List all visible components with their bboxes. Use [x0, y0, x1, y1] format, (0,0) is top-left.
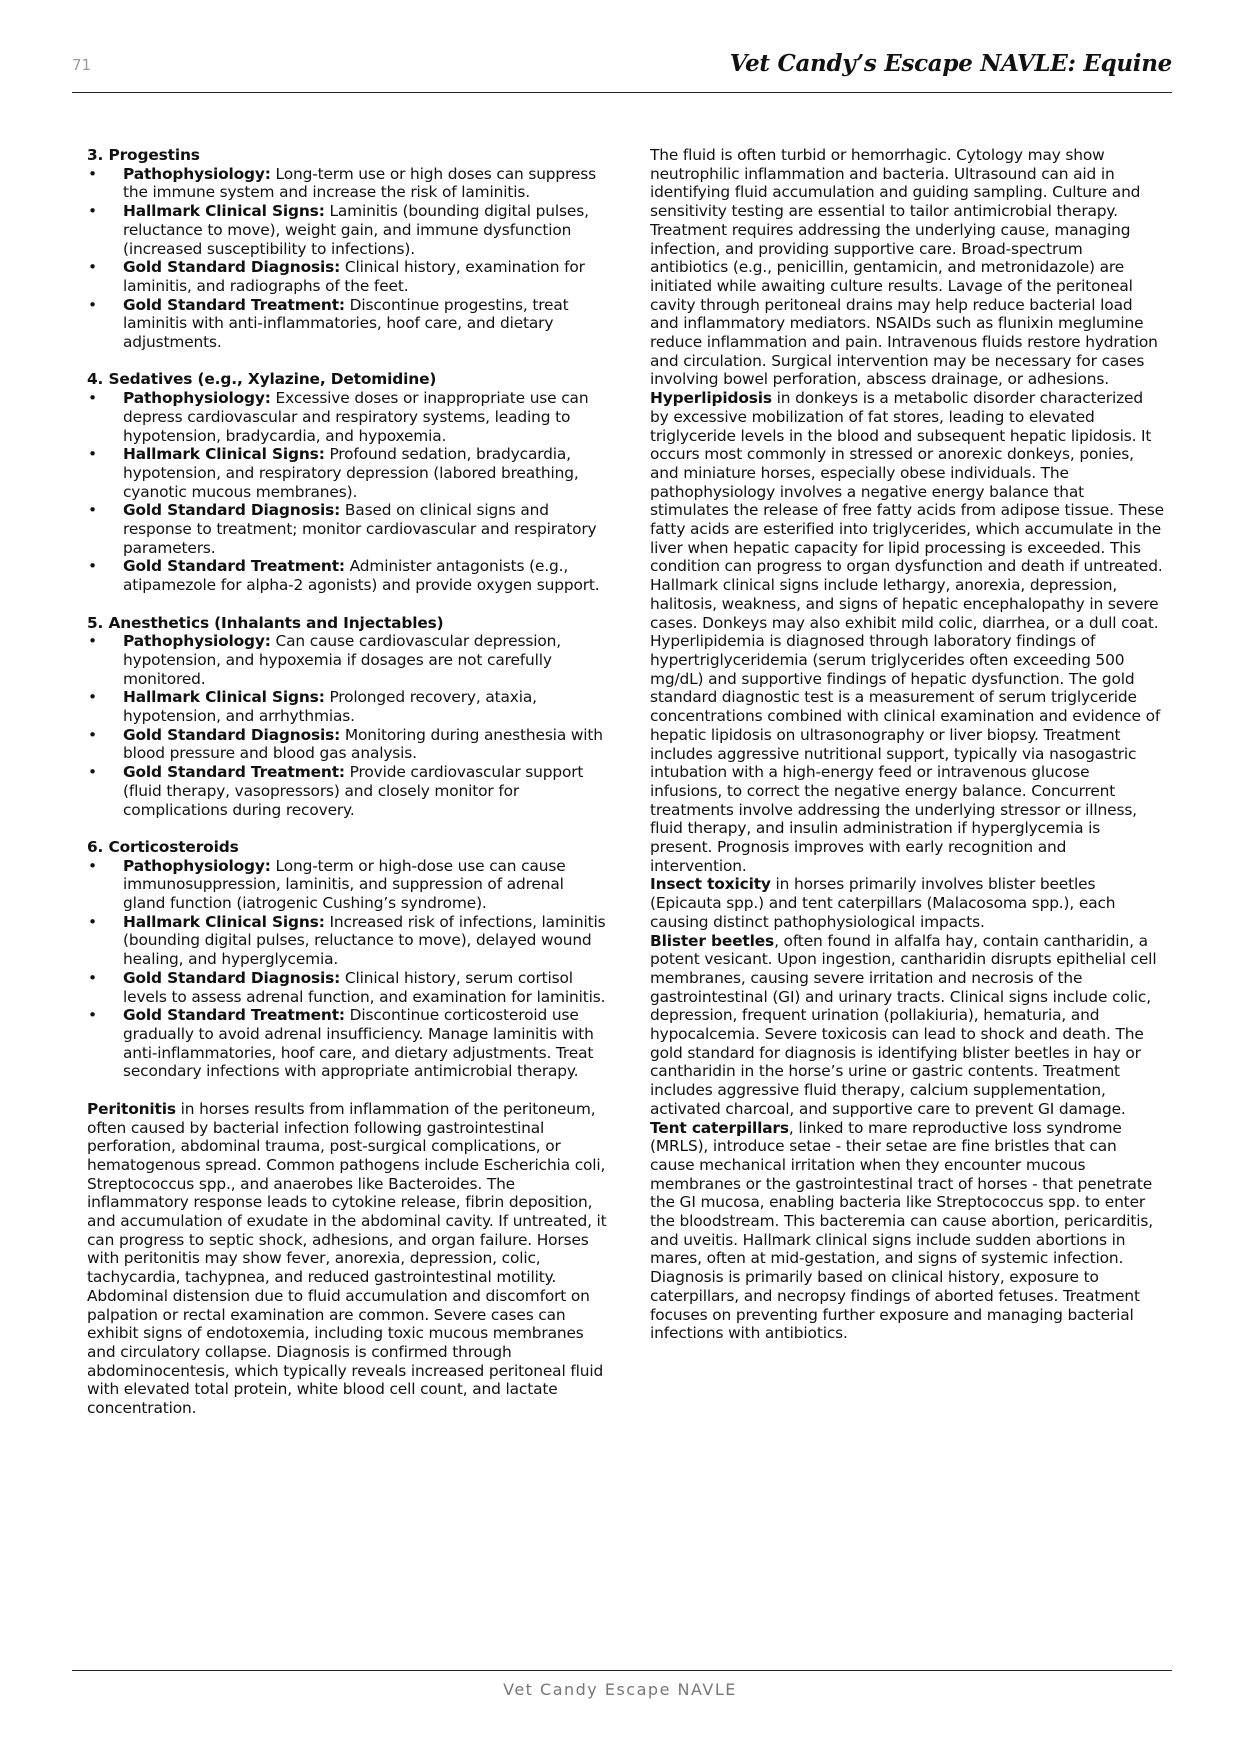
paragraph-text: The fluid is often turbid or hemorrhagic. Cytology may show neutrophilic inflammation and bacteria. Ultrasound can aid in identifying fluid accumulation and guiding sampling. Culture and sensitivity testing are essential to tailor antimicrobial therapy. Treatment requires addressing the underlying cause, managing infection, and providing supportive care. Broad-spectrum antibiotics (e.g., penicillin, gentamicin, and metronidazole) are initiated while awaiting culture results. Lavage of the peritoneal cavity through peritoneal drains may help reduce bacterial load and inflammatory mediators. NSAIDs such as flunixin meglumine reduce inflammation and pain. Intravenous fluids restore hydration and circulation. Surgical intervention may be necessary for cases involving bowel perforation, abscess drainage, or adhesions. [650, 146, 1158, 389]
footer-text: Vet Candy Escape NAVLE [503, 1680, 737, 1699]
list-item [87, 165, 607, 202]
item-text: Laminitis (bounding digital pulses, reluctance to move), weight gain, and immune dysfunction (increased susceptibility to infections). [123, 202, 589, 258]
section-corticosteroids [87, 838, 607, 1081]
paragraph-term: Peritonitis [87, 1099, 176, 1118]
section-title: 3. Progestins [87, 146, 200, 164]
header-divider [72, 92, 1172, 93]
list-item [87, 913, 607, 969]
item-label: Gold Standard Diagnosis: [123, 501, 341, 520]
bullet-list [87, 632, 607, 819]
blister-beetles-paragraph [650, 932, 1165, 1119]
list-item [87, 857, 607, 913]
item-text: Increased risk of infections, laminitis (bounding digital pulses, reluctance to move), delayed wound healing, and hyperglycemia. [123, 912, 606, 969]
paragraph-term: Tent caterpillars [650, 1118, 789, 1137]
item-text: Provide cardiovascular support (fluid therapy, vasopressors) and closely monitor for complications during recovery. [123, 763, 584, 819]
section-anesthetics [87, 614, 607, 820]
item-text: Clinical history, examination for laminitis, and radiographs of the feet. [123, 258, 585, 295]
item-text: Clinical history, serum cortisol levels to assess adrenal function, and examination for laminitis. [123, 968, 606, 1006]
item-label: Gold Standard Treatment: [123, 295, 345, 314]
paragraph-text: , linked to mare reproductive loss syndrome (MRLS), introduce setae - their setae are fine bristles that can cause mechanical irritation when they encounter mucous membranes or the gastrointestinal tract of horses - that penetrate the GI mucosa, enabling bacteria like Streptococcus spp. to enter the bloodstream. This bacteremia can cause abortion, pericarditis, and uveitis. Hallmark clinical signs include sudden abortions in mares, often at mid-gestation, and signs of systemic infection. Diagnosis is primarily based on clinical history, exposure to caterpillars, and necropsy findings of aborted fetuses. Treatment focuses on preventing further exposure and managing bacterial infections with antibiotics. [650, 1118, 1154, 1343]
item-text: Can cause cardiovascular depression, hypotension, and hypoxemia if dosages are not carefully monitored. [123, 632, 561, 688]
item-text: Profound sedation, bradycardia, hypotension, and respiratory depression (labored breathing, cyanotic mucous membranes). [123, 445, 579, 501]
list-item [87, 389, 607, 445]
list-item [87, 763, 607, 819]
section-title: 4. Sedatives (e.g., Xylazine, Detomidine) [87, 370, 437, 389]
item-text: Monitoring during anesthesia with blood pressure and blood gas analysis. [123, 725, 603, 763]
left-column [87, 146, 607, 1418]
item-text: Discontinue progestins, treat laminitis with anti-inflammatories, hoof care, and dietary adjustments. [123, 295, 569, 352]
list-item [87, 726, 607, 763]
item-text: Long-term use or high doses can suppress the immune system and increase the risk of laminitis. [123, 164, 596, 202]
item-text: Excessive doses or inappropriate use can depress cardiovascular and respiratory systems, leading to hypotension, bradycardia, and hypoxemia. [123, 389, 589, 445]
item-label: Gold Standard Diagnosis: [123, 725, 341, 744]
list-item [87, 969, 607, 1006]
paragraph-text: in horses results from inflammation of the peritoneum, often caused by bacterial infection following gastrointestinal perforation, abdominal trauma, post-surgical complications, or hematogenous spread. Common pathogens include Escherichia coli, Streptococcus spp., and anaerobes like Bacteroides. The inflammatory response leads to cytokine release, fibrin deposition, and accumulation of exudate in the abdominal cavity. If untreated, it can progress to septic shock, adhesions, and organ failure. Horses with peritonitis may show fever, anorexia, depression, colic, tachycardia, tachypnea, and reduced gastrointestinal motility. Abdominal distension due to fluid accumulation and discomfort on palpation or rectal examination are common. Severe cases can exhibit signs of endotoxemia, including toxic mucous membranes and circulatory collapse. Diagnosis is confirmed through abdominocentesis, which typically reveals increased peritoneal fluid with elevated total protein, white blood cell count, and lactate concentration. [87, 1099, 607, 1418]
paragraph-text: , often found in alfalfa hay, contain cantharidin, a potent vesicant. Upon ingestion, cantharidin disrupts epithelial cell membranes, causing severe irritation and necrosis of the gastrointestinal (GI) and urinary tracts. Clinical signs include colic, depression, frequent urination (pollakiuria), hematuria, and hypocalcemia. Severe toxicosis can lead to shock and death. The gold standard for diagnosis is identifying blister beetles in hay or cantharidin in the horse’s urine or gastric contents. Treatment includes aggressive fluid therapy, calcium supplementation, activated charcoal, and supportive care to prevent GI damage. [650, 931, 1157, 1118]
item-text: Discontinue corticosteroid use gradually to avoid adrenal insufficiency. Manage laminitis with anti-inflammatories, hoof care, and dietary adjustments. Treat secondary infections with appropriate antimicrobial therapy. [123, 1006, 594, 1081]
item-label: Hallmark Clinical Signs: [123, 688, 325, 707]
list-item [87, 688, 607, 725]
list-item [87, 501, 607, 557]
list-item [87, 557, 607, 594]
list-item [87, 296, 607, 352]
tent-caterpillars-paragraph [650, 1119, 1165, 1343]
item-label: Gold Standard Diagnosis: [123, 258, 341, 277]
item-label: Gold Standard Treatment: [123, 557, 345, 576]
footer-divider [72, 1670, 1172, 1671]
item-label: Hallmark Clinical Signs: [123, 912, 325, 931]
bullet-list [87, 389, 607, 595]
item-text: Administer antagonists (e.g., atipamezole for alpha-2 agonists) and provide oxygen support. [123, 557, 600, 595]
list-item [87, 258, 607, 295]
item-label: Hallmark Clinical Signs: [123, 445, 325, 464]
peritonitis-continued-paragraph [650, 146, 1165, 389]
item-label: Gold Standard Treatment: [123, 763, 345, 782]
peritonitis-paragraph [87, 1100, 607, 1418]
paragraph-term: Blister beetles [650, 931, 775, 950]
item-label: Gold Standard Treatment: [123, 1006, 345, 1025]
book-title: Vet Candy’s Escape NAVLE: Equine [729, 50, 1172, 77]
paragraph-term: Hyperlipidosis [650, 389, 772, 408]
paragraph-text: in horses primarily involves blister beetles (Epicauta spp.) and tent caterpillars (Malacosoma spp.), each causing distinct pathophysiological impacts. [650, 875, 1116, 931]
list-item [87, 632, 607, 688]
item-label: Gold Standard Diagnosis: [123, 968, 341, 987]
item-label: Pathophysiology: [123, 389, 271, 408]
page-header [72, 50, 1172, 90]
item-label: Pathophysiology: [123, 164, 271, 183]
section-title: 5. Anesthetics (Inhalants and Injectables) [87, 613, 444, 632]
list-item [87, 202, 607, 258]
paragraph-text: in donkeys is a metabolic disorder characterized by excessive mobilization of fat stores, leading to elevated triglyceride levels in the blood and subsequent hepatic lipidosis. It occurs most commonly in stressed or anorexic donkeys, ponies, and miniature horses, especially obese individuals. The pathophysiology involves a negative energy balance that stimulates the release of free fatty acids from adipose tissue. These fatty acids are esterified into triglycerides, which accumulate in the liver when hepatic capacity for lipid processing is exceeded. This condition can progress to organ dysfunction and death if untreated. Hallmark clinical signs include lethargy, anorexia, depression, halitosis, weakness, and signs of hepatic encephalopathy in severe cases. Donkeys may also exhibit mild colic, diarrhea, or a dull coat. Hyperlipidemia is diagnosed through laboratory findings of hypertriglyceridemia (serum triglycerides often exceeding 500 mg/dL) and supportive findings of hepatic dysfunction. The gold standard diagnostic test is a measurement of serum triglyceride concentrations combined with clinical examination and evidence of hepatic lipidosis on ultrasonography or liver biopsy. Treatment includes aggressive nutritional support, typically via nasogastric intubation with a high-energy feed or intravenous glucose infusions, to correct the negative energy balance. Concurrent treatments involve addressing the underlying stressor or illness, fluid therapy, and insulin administration if hyperglycemia is present. Prognosis improves with early recognition and intervention. [650, 389, 1164, 875]
insect-toxicity-paragraph [650, 875, 1165, 931]
section-title: 6. Corticosteroids [87, 837, 239, 856]
list-item [87, 445, 607, 501]
item-text: Prolonged recovery, ataxia, hypotension, and arrhythmias. [123, 688, 537, 726]
item-label: Hallmark Clinical Signs: [123, 202, 325, 221]
page-number: 71 [72, 56, 92, 74]
item-text: Long-term or high-dose use can cause immunosuppression, laminitis, and suppression of adrenal gland function (iatrogenic Cushing’s syndrome). [123, 856, 566, 913]
bullet-list [87, 165, 607, 352]
item-label: Pathophysiology: [123, 856, 271, 875]
section-progestins [87, 146, 607, 352]
item-label: Pathophysiology: [123, 632, 271, 651]
list-item [87, 1006, 607, 1081]
bullet-list [87, 857, 607, 1081]
item-text: Based on clinical signs and response to treatment; monitor cardiovascular and respiratory parameters. [123, 501, 597, 557]
section-sedatives [87, 370, 607, 594]
right-column [650, 146, 1165, 1343]
paragraph-term: Insect toxicity [650, 875, 771, 894]
hyperlipidosis-paragraph [650, 389, 1165, 875]
